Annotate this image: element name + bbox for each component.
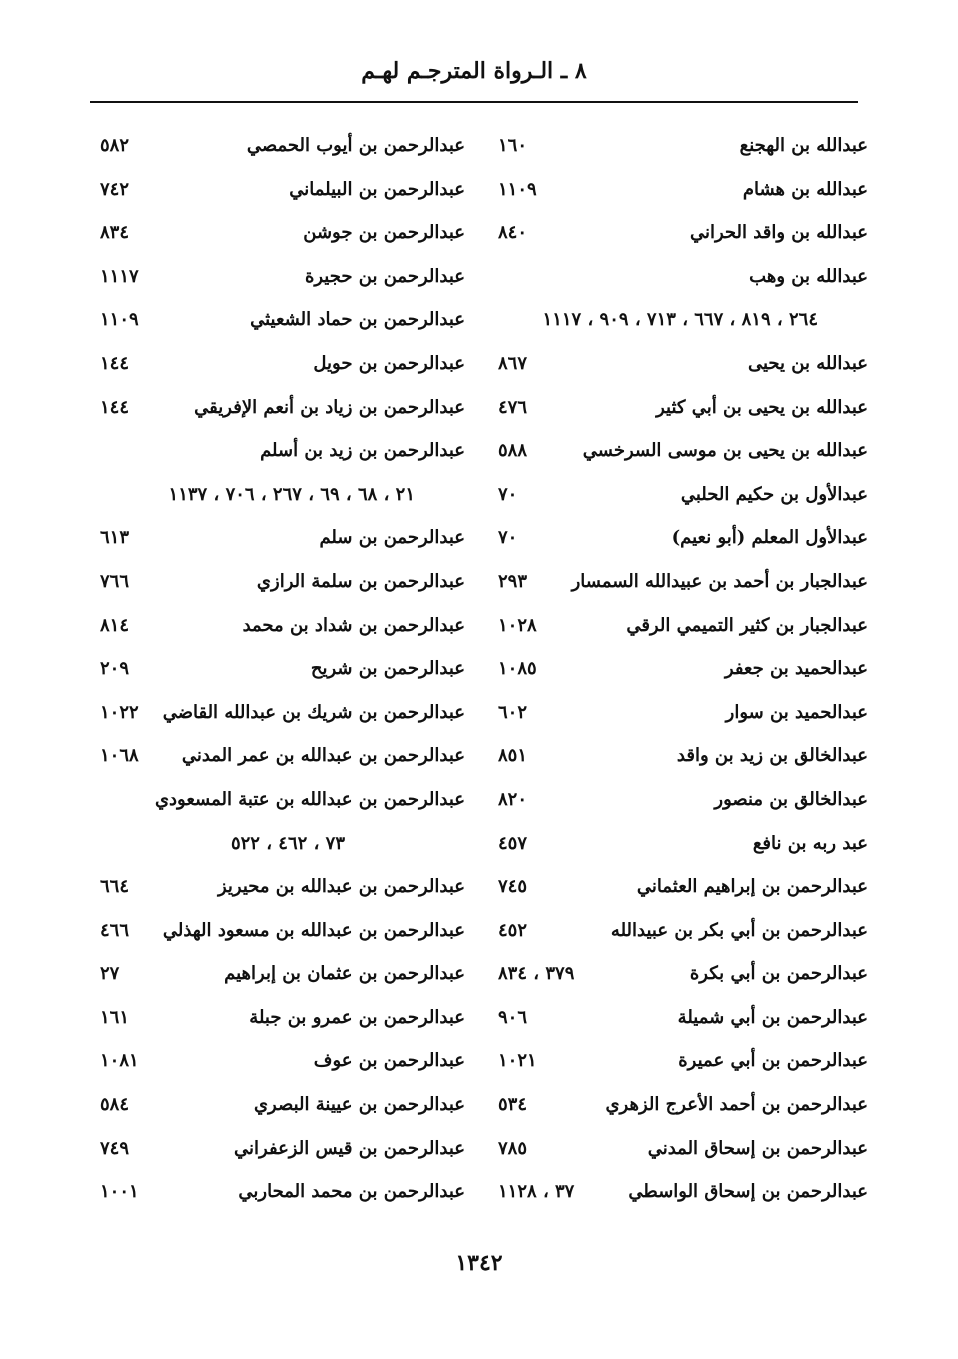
index-entry	[498, 909, 868, 953]
hadith-number: ٨٤٠	[498, 222, 528, 244]
narrator-name: عبدالرحمن بن عبدالله بن مسعود الهذلي	[162, 919, 465, 941]
index-entry	[498, 778, 868, 822]
header-title: ٨ ـ الـرواة المترجـم لهـم	[361, 58, 587, 84]
hadith-number: ٧٠	[498, 527, 518, 549]
header-divider	[90, 101, 858, 103]
narrator-name: ٢٦٤ ، ٨١٩ ، ٦٦٧ ، ٧١٣ ، ٩٠٩ ، ١١١٧	[542, 309, 818, 331]
hadith-number: ٥٨٨	[498, 440, 528, 462]
index-entry	[100, 734, 465, 778]
narrator-name: عبدالرحمن بن أبي عميرة	[678, 1050, 868, 1072]
index-entry	[498, 386, 868, 430]
hadith-number: ١٠٢١	[498, 1050, 537, 1072]
narrator-name: عبدالرحمن بن إسحاق الواسطي	[628, 1181, 868, 1203]
index-entry	[100, 386, 465, 430]
hadith-number: ٣٧ ، ١١٢٨	[498, 1181, 575, 1203]
narrator-name: عبدالرحمن بن شريح	[310, 658, 465, 680]
hadith-number: ٥٨٤	[100, 1094, 130, 1116]
index-entry	[100, 1039, 465, 1083]
narrator-name: ٢١ ، ٦٨ ، ٦٩ ، ٢٦٧ ، ٧٠٦ ، ١١٣٧	[168, 483, 415, 505]
index-entry-continuation	[100, 473, 465, 517]
index-entry	[100, 298, 465, 342]
hadith-number: ٤٥٧	[498, 832, 528, 854]
index-entry	[100, 516, 465, 560]
narrator-name: عبدالرحمن بن عبدالله بن محيريز	[217, 876, 465, 898]
index-entry	[498, 734, 868, 778]
index-entry	[498, 560, 868, 604]
narrator-name: عبدالرحمن بن إسحاق المدني	[647, 1137, 868, 1159]
narrator-name: عبدالرحمن بن حجيرة	[304, 265, 465, 287]
index-entry	[498, 342, 868, 386]
index-entry	[498, 952, 868, 996]
index-entry	[100, 255, 465, 299]
hadith-number: ٦٦٤	[100, 876, 130, 898]
hadith-number: ٨٢٠	[498, 788, 528, 810]
narrator-name: عبدالرحمن بن عثمان بن إبراهيم	[224, 963, 465, 985]
narrator-name: عبدالرحمن بن عبدالله بن عتبة المسعودي	[154, 788, 465, 810]
narrator-name: عبدالرحمن بن جوشن	[303, 222, 465, 244]
hadith-number: ٨٥١	[498, 745, 528, 767]
index-entry	[498, 1127, 868, 1171]
hadith-number: ٢٠٩	[100, 658, 130, 680]
hadith-number: ٧٤٢	[100, 178, 130, 200]
hadith-number: ١٠٨١	[100, 1050, 139, 1072]
narrator-name: عبدالله بن هشام	[742, 178, 868, 200]
hadith-number: ١١١٧	[100, 265, 139, 287]
hadith-number: ٤٦٦	[100, 919, 130, 941]
hadith-number: ٤٧٦	[498, 396, 528, 418]
narrator-name: عبدالخالق بن منصور	[714, 788, 868, 810]
index-entry	[100, 1127, 465, 1171]
index-entry	[100, 647, 465, 691]
narrator-name: عبدالحميد بن سوار	[725, 701, 868, 723]
hadith-number: ٣٧٩ ، ٨٣٤	[498, 963, 575, 985]
narrator-name: عبدالرحمن بن عيينة البصري	[253, 1094, 465, 1116]
hadith-number: ١٠٢٢	[100, 701, 139, 723]
hadith-number: ٨٦٧	[498, 352, 528, 374]
index-entry	[100, 604, 465, 648]
index-entry	[498, 211, 868, 255]
hadith-number: ٧٠	[498, 483, 518, 505]
narrator-name: عبدالرحمن بن زيد بن أسلم	[260, 440, 465, 462]
index-entry	[498, 604, 868, 648]
hadith-number: ٦٠٢	[498, 701, 528, 723]
hadith-number: ١٤٤	[100, 396, 130, 418]
index-entry	[100, 211, 465, 255]
index-entry	[498, 168, 868, 212]
narrator-name: عبدالرحمن بن أبي بكر بن عبيدالله	[610, 919, 868, 941]
narrator-name: عبدالحميد بن جعفر	[724, 658, 868, 680]
hadith-number: ١٠٠١	[100, 1181, 139, 1203]
index-entry	[498, 429, 868, 473]
index-entry	[498, 691, 868, 735]
hadith-number: ٧٨٥	[498, 1137, 528, 1159]
index-entry	[100, 560, 465, 604]
index-entry	[498, 124, 868, 168]
narrator-name: عبدالرحمن بن زياد بن أنعم الإفريقي	[194, 396, 465, 418]
hadith-number: ١٠٨٥	[498, 658, 537, 680]
hadith-number: ٢٧	[100, 963, 120, 985]
hadith-number: ٨٣٤	[100, 222, 130, 244]
hadith-number: ١٠٦٨	[100, 745, 139, 767]
narrator-name: عبدالرحمن بن حماد الشعيثي	[250, 309, 465, 331]
narrator-name: عبدالرحمن بن أبي شميلة	[677, 1006, 868, 1028]
hadith-number: ١١٠٩	[498, 178, 537, 200]
index-column-left	[100, 124, 465, 1214]
narrator-name: عبدالله بن يحيى بن موسى السرخسي	[582, 440, 868, 462]
index-entry	[100, 778, 465, 822]
hadith-number: ٦١٣	[100, 527, 130, 549]
index-entry	[100, 1170, 465, 1214]
narrator-name: عبدالرحمن بن سلم	[319, 527, 465, 549]
index-entry	[100, 996, 465, 1040]
narrator-name: عبدالخالق بن زيد بن واقد	[676, 745, 868, 767]
narrator-name: عبد ربه بن نافع	[752, 832, 868, 854]
index-entry	[100, 168, 465, 212]
hadith-number: ٨١٤	[100, 614, 130, 636]
narrator-name: عبدالرحمن بن شريك بن عبدالله القاضي	[162, 701, 465, 723]
index-entry	[498, 1083, 868, 1127]
narrator-name: عبدالرحمن بن سلمة الرازي	[256, 570, 465, 592]
narrator-name: عبدالجبار بن كثير التميمي الرقي	[626, 614, 868, 636]
index-entry	[498, 1170, 868, 1214]
hadith-number: ١٤٤	[100, 352, 130, 374]
narrator-name: عبدالله بن يحيى بن أبي كثير	[656, 396, 868, 418]
index-entry	[498, 1039, 868, 1083]
index-entry	[100, 124, 465, 168]
index-entry	[498, 996, 868, 1040]
narrator-name: عبدالأول المعلم (أبو نعيم)	[671, 527, 868, 549]
hadith-number: ١١٠٩	[100, 309, 139, 331]
narrator-name: عبدالرحمن بن عمرو بن جبلة	[249, 1006, 465, 1028]
narrator-name: عبدالرحمن بن عبدالله بن عمر المدني	[181, 745, 465, 767]
narrator-name: عبدالرحمن بن أيوب الحمصي	[246, 135, 465, 156]
narrator-name: عبدالرحمن بن محمد المحاربي	[238, 1181, 465, 1203]
index-entry	[100, 342, 465, 386]
hadith-number: ٢٩٣	[498, 570, 528, 592]
index-entry	[100, 1083, 465, 1127]
page-number: ١٣٤٢	[455, 1250, 503, 1276]
narrator-name: عبدالأول بن حكيم الحلبي	[680, 483, 868, 505]
index-entry	[498, 647, 868, 691]
index-column-right	[498, 124, 868, 1214]
index-entry-continuation	[100, 822, 465, 866]
hadith-number: ٩٠٦	[498, 1006, 528, 1028]
hadith-number: ١٠٢٨	[498, 614, 537, 636]
hadith-number: ٤٥٢	[498, 919, 528, 941]
hadith-number: ١٦٠	[498, 135, 528, 156]
narrator-name: عبدالله بن يحيى	[747, 352, 868, 374]
narrator-name: عبدالله بن الهجنع	[739, 135, 868, 156]
hadith-number: ٥٨٢	[100, 135, 130, 156]
index-entry	[100, 429, 465, 473]
narrator-name: عبدالرحمن بن شداد بن محمد	[242, 614, 465, 636]
narrator-name: عبدالرحمن بن إبراهيم العثماني	[636, 876, 868, 898]
index-entry	[498, 473, 868, 517]
index-entry	[498, 255, 868, 299]
page-header	[90, 58, 858, 102]
narrator-name: عبدالرحمن بن البيلماني	[289, 178, 465, 200]
narrator-name: عبدالجبار بن أحمد بن عبيدالله السمسار	[571, 570, 868, 592]
index-entry-continuation	[498, 298, 868, 342]
index-entry	[498, 822, 868, 866]
index-entry	[100, 691, 465, 735]
index-entry	[100, 865, 465, 909]
narrator-name: عبدالله بن وهب	[749, 265, 868, 287]
narrator-name: عبدالرحمن بن قيس الزعفراني	[234, 1137, 465, 1159]
hadith-number: ٧٤٥	[498, 876, 528, 898]
index-entry	[100, 909, 465, 953]
hadith-number: ١٦١	[100, 1006, 130, 1028]
narrator-name: عبدالرحمن بن أبي بكرة	[689, 963, 868, 985]
narrator-name: عبدالله بن واقد الحراني	[689, 222, 868, 244]
narrator-name: عبدالرحمن بن عوف	[313, 1050, 465, 1072]
index-entry	[498, 516, 868, 560]
index-entry	[100, 952, 465, 996]
narrator-name: عبدالرحمن بن أحمد الأعرج الزهري	[605, 1094, 868, 1116]
hadith-number: ٧٤٩	[100, 1137, 130, 1159]
narrator-name: ٧٣ ، ٤٦٢ ، ٥٢٢	[230, 832, 345, 854]
narrator-name: عبدالرحمن بن حويل	[313, 352, 465, 374]
index-entry	[498, 865, 868, 909]
hadith-number: ٥٣٤	[498, 1094, 528, 1116]
hadith-number: ٧٦٦	[100, 570, 130, 592]
